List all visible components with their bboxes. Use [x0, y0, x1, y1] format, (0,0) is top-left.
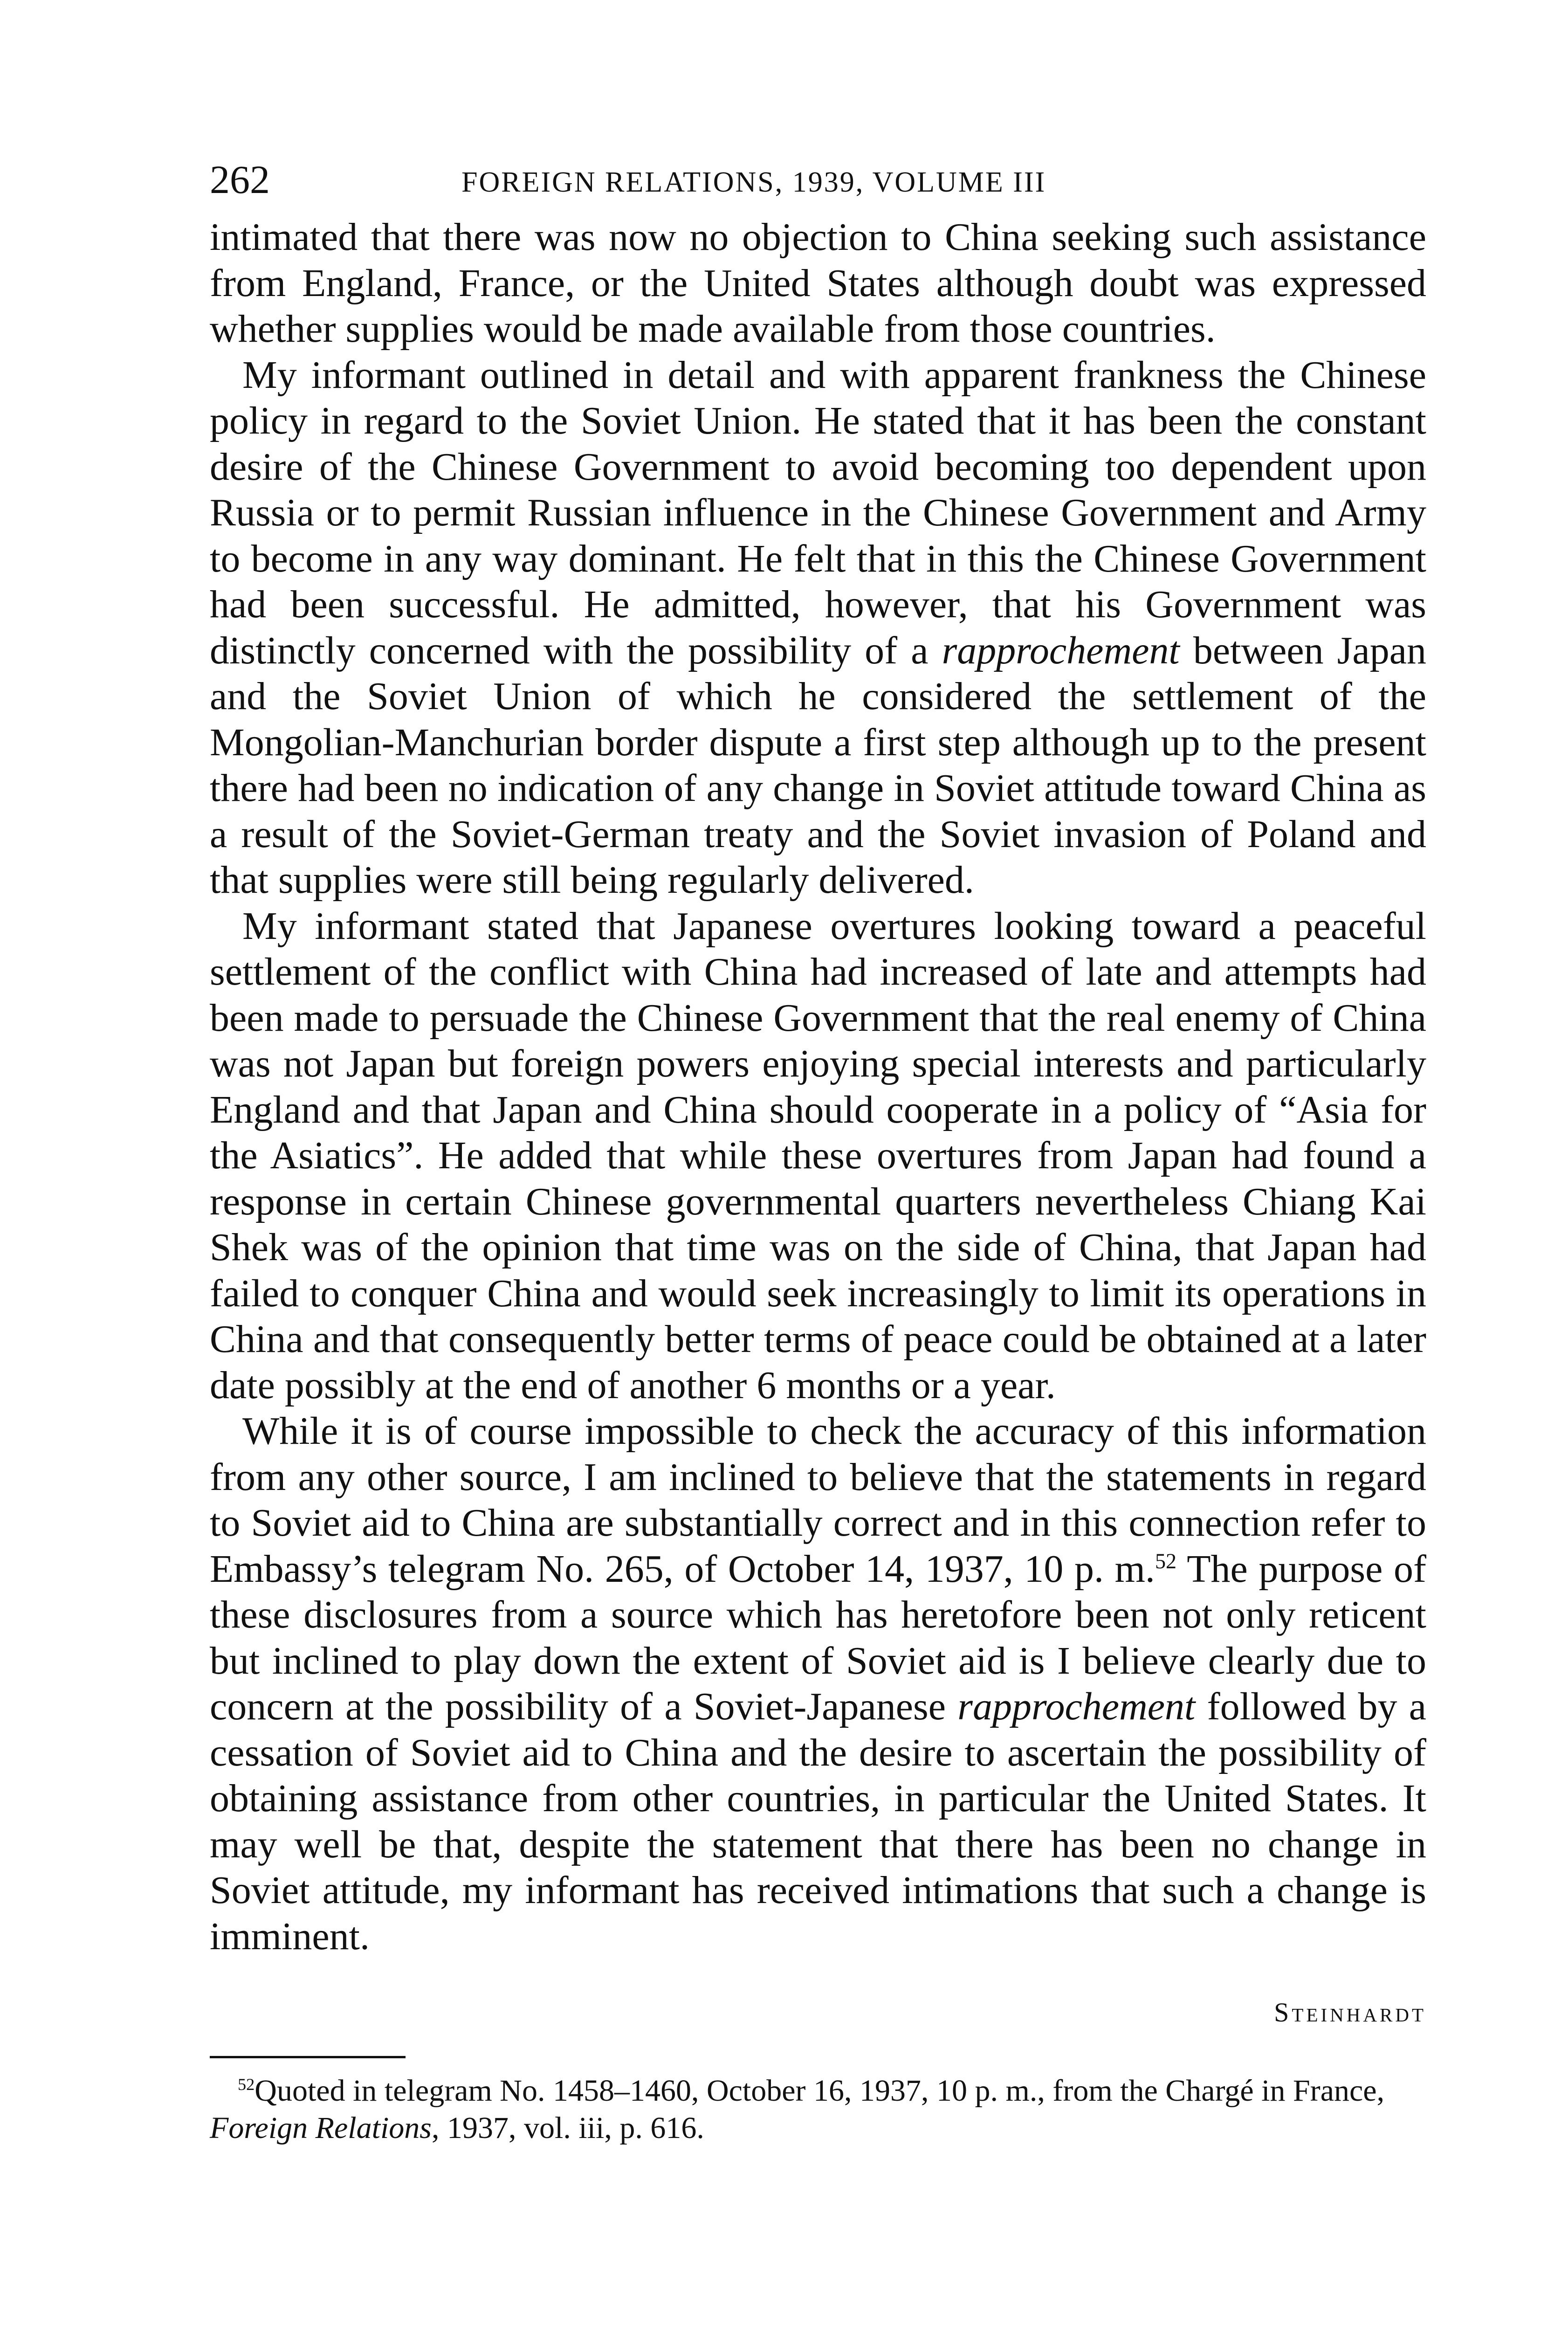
- paragraph-4-text-b: The purpose of these disclosures from a source which has heretofore been not only reticent but inclined to play down the extent of Soviet aid is I believe clearly due to concern at the possibility of a Soviet-Japanese: [210, 1547, 1426, 1728]
- footnote-divider: [210, 2056, 406, 2058]
- paragraph-3-text: My informant stated that Japanese overtures looking toward a peaceful settlement of the conflict with China had increased of late and attempts had been made to persuade the Chinese Government that the real enemy of China was not Japan but foreign powers enjoying special interests and particularly England and that Japan and China should cooperate in a policy of “Asia for the Asiatics”. He added that while these overtures from Japan had found a response in certain Chinese governmental quarters nevertheless Chiang Kai Shek was of the opinion that time was on the side of China, that Japan had failed to conquer China and would seek increasingly to limit its operations in China and that consequently better terms of peace could be obtained at a later date possibly at the end of another 6 months or a year.: [210, 904, 1426, 1407]
- running-head: [210, 154, 1426, 205]
- document-page: [210, 154, 1426, 2147]
- paragraph-2-text-a: My informant outlined in detail and with apparent frankness the Chinese policy in regard to the Soviet Union. He stated that it has been the constant desire of the Chinese Government to avoid becoming too dependent upon Russia or to permit Russian influence in the Chinese Government and Army to become in any way dominant. He felt that in this the Chinese Government had been successful. He admitted, however, that his Government was distinctly concerned with the possibility of a: [210, 353, 1426, 672]
- paragraph-2-text-b: between Japan and the Soviet Union of which he considered the settlement of the Mongolian-Manchurian border dispute a first step although up to the present there had been no indication of any change in Soviet attitude toward China as a result of the Soviet-German treaty and the Soviet invasion of Poland and that supplies were still being regularly delivered.: [210, 628, 1426, 902]
- footnote-text-b: , 1937, vol. iii, p. 616.: [432, 2111, 704, 2145]
- page-number: 262: [210, 157, 270, 202]
- footnote-italic: Foreign Relations: [210, 2111, 432, 2145]
- running-title: FOREIGN RELATIONS, 1939, VOLUME III: [461, 166, 1046, 198]
- paragraph-1: [210, 214, 1426, 352]
- paragraph-4-text-a: While it is of course impossible to check the accuracy of this information from any other source, I am inclined to believe that the statements in regard to Soviet aid to China are substantially correct and in this connection refer to Embassy’s telegram No. 265, of October 14, 1937, 10 p. m.: [210, 1409, 1426, 1591]
- footnote-marker: 52: [238, 2075, 255, 2094]
- paragraph-2: [210, 352, 1426, 903]
- paragraph-4: [210, 1408, 1426, 1959]
- footnote-reference: 52: [1155, 1549, 1177, 1573]
- paragraph-1-text: intimated that there was now no objection to China seeking such assistance from England, France, or the United States although doubt was expressed whether supplies would be made available from those countries.: [210, 215, 1426, 351]
- signature: Steinhardt: [1274, 1997, 1426, 2028]
- body-text: [210, 214, 1426, 1959]
- paragraph-4-text-c: followed by a cessation of Soviet aid to China and the desire to ascertain the possibility of obtaining assistance from other countries, in particular the United States. It may well be that, despite the statement that there has been no change in Soviet attitude, my informant has received intimations that such a change is imminent.: [210, 1685, 1426, 1958]
- paragraph-3: [210, 903, 1426, 1409]
- footnote-text-a: Quoted in telegram No. 1458–1460, October 16, 1937, 10 p. m., from the Chargé in France,: [254, 2074, 1385, 2108]
- footnote: [210, 2072, 1426, 2147]
- paragraph-2-italic: rapprochement: [942, 628, 1180, 672]
- paragraph-4-italic: rapprochement: [957, 1685, 1196, 1728]
